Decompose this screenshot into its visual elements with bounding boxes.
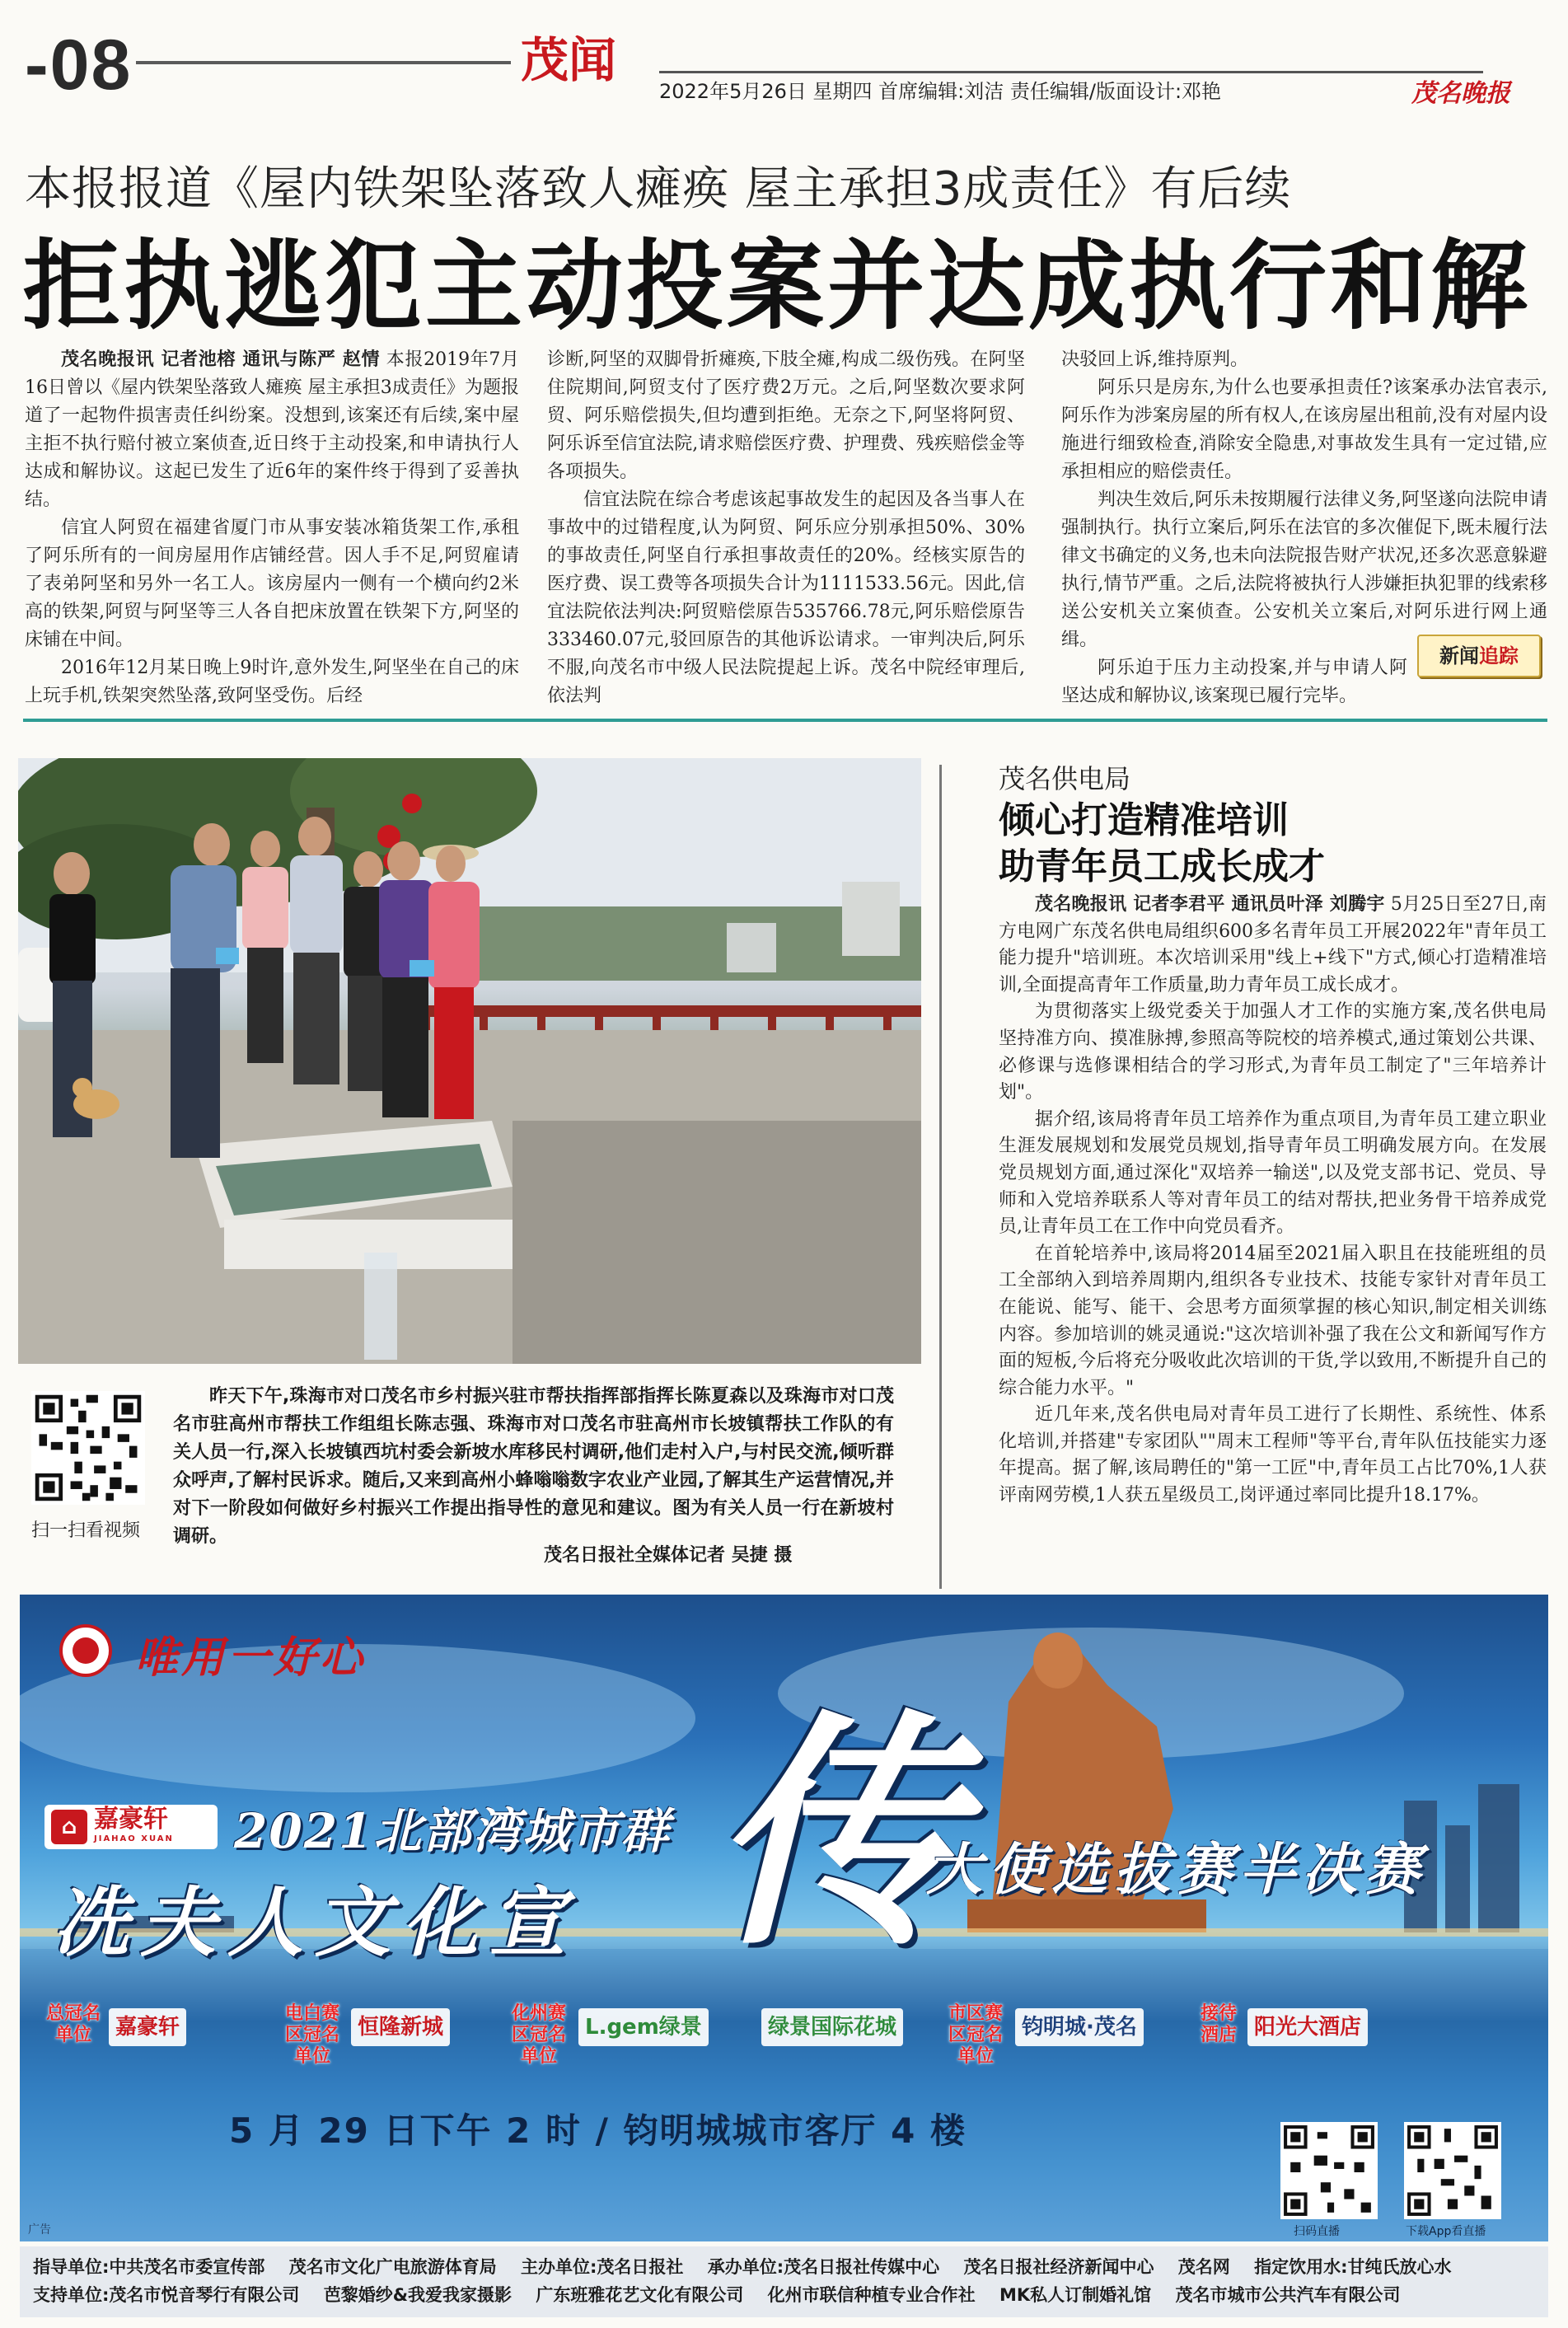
section-divider — [23, 719, 1547, 722]
sponsor-row — [44, 2003, 1528, 2069]
sponsor-label-text: 化州赛区冠名单位 — [511, 2003, 566, 2067]
sponsor-logo: 恒隆新城 — [351, 2008, 450, 2046]
sponsor-label — [279, 2003, 345, 2068]
header-rule — [136, 61, 511, 64]
side-byline: 茂名晚报讯 记者李君平 通讯员叶泽 刘腾宇 — [1035, 894, 1385, 915]
sponsor-label-text: 电白赛区冠名单位 — [284, 2003, 339, 2067]
column-divider — [939, 765, 942, 1589]
lead-paragraph — [25, 346, 519, 514]
sponsor-label — [1198, 2003, 1239, 2046]
footer-item: 茂名市城市公共汽车有限公司 — [1175, 2285, 1401, 2305]
tag-suffix: 追踪 — [1479, 644, 1519, 667]
footer-item: 茂名日报社经济新闻中心 — [963, 2257, 1154, 2277]
photo-credit: 茂名日报社全媒体记者 吴捷 摄 — [544, 1545, 793, 1566]
footer-item: 广东班雅花艺文化有限公司 — [536, 2285, 744, 2305]
ad-disclosure-mark: 广告 — [28, 2223, 51, 2237]
ad-headline-3: 大使选拔赛半决赛 — [926, 1837, 1428, 1903]
sponsor-logo: 钧明城·茂名 — [1015, 2008, 1144, 2046]
ad-brand-badge — [44, 1805, 218, 1849]
side-story-body — [999, 892, 1547, 1510]
ad-headline-1: 2021北部湾城市群 — [234, 1803, 671, 1859]
news-photo — [18, 758, 921, 1364]
lead-paragraph: 信宜法院在综合考虑该起事故发生的起因及各当事人在事故中的过错程度,认为阿贸、阿乐应分别承担50%、30%的事故责任,阿坚自行承担事故责任的20%。经核实原告的医疗费、误工费等各项损失合计为1111533.56元。因此,信宜法院依法判决:阿贸赔偿原告535766.78元,阿乐赔偿原告333460.07元,驳回原告的其他诉讼请求。一审判决后,阿乐不服,向茂名市中级人民法院提起上诉。茂名中院经审理后,依法判 — [547, 489, 1025, 706]
header-info — [659, 71, 1483, 103]
lead-column-2 — [547, 346, 1025, 710]
photo-caption: 昨天下午,珠海市对口茂名市乡村振兴驻市帮扶指挥部指挥长陈夏森以及珠海市对口茂名市驻高州市帮扶工作组组长陈志强、珠海市对口茂名市驻高州市长坡镇帮扶工作队的有关人员一行,深入长坡镇西坑村委会新坡水库移民村调研,他们走村入户,与村民交流,倾听群众呼声,了解村民诉求。随后,又来到高州小蜂嗡嗡数字农业产业园,了解其生产运营情况,并对下一阶段如何做好乡村振兴工作提出指导性的意见和建议。图为有关人员一行在新坡村调研。 — [173, 1386, 894, 1547]
footer-item: 茂名市文化广电旅游体育局 — [288, 2257, 497, 2277]
footer-item: 指导单位:中共茂名市委宣传部 — [33, 2257, 265, 2277]
side-paragraph — [999, 892, 1547, 999]
sponsor-label — [943, 2003, 1009, 2068]
live-stream-qr-code[interactable] — [1280, 2122, 1378, 2219]
header-info-text: 2022年5月26日 星期四 首席编辑:刘洁 责任编辑/版面设计:邓艳 — [659, 80, 1222, 103]
event-date-location: 5 月 29 日下午 2 时 / 钧明城城市客厅 4 楼 — [228, 2110, 967, 2151]
lead-paragraph: 决驳回上诉,维持原判。 — [1061, 349, 1248, 370]
side-paragraph: 在首轮培养中,该局将2014届至2021届入职且在技能班组的员工全部纳入到培养周期内,组织各专业技术、技能专家针对青年员工在能说、能写、能干、会思考方面须掌握的核心知识,制定相关训练内容。参加培训的姚灵通说:"这次培训补强了我在公文和新闻写作方面的短板,今后将充分吸收此次培训的干货,学以致用,不断提升自己的综合能力水平。" — [999, 1243, 1547, 1398]
ad-brand-sub: JIAHAO XUAN — [94, 1834, 174, 1843]
side-paragraph: 据介绍,该局将青年员工培养作为重点项目,为青年员工建立职业生涯发展规划和发展党员规划,指导青年员工明确发展方向。在发展党员规划方面,通过深化"双培养一输送",以及党支部书记、党员、导师和入党培养联系人等对青年员工的结对帮扶,把业务骨干培养成党员,让青年员工在工作中向党员看齐。 — [999, 1108, 1547, 1238]
side-paragraph: 为贯彻落实上级党委关于加强人才工作的实施方案,茂名供电局坚持准方向、摸准脉搏,参照高等院校的培养模式,通过策划公共课、必修课与选修课相结合的学习形式,为青年员工制定了"三年培养计划"。 — [999, 1001, 1547, 1103]
ad-slogan: 唯用一好心 — [135, 1632, 367, 1683]
lead-paragraph: 信宜人阿贸在福建省厦门市从事安装冰箱货架工作,承租了阿乐所有的一间房屋用作店铺经营。因人手不足,阿贸雇请了表弟阿坚和另外一名工人。该房屋内一侧有一个横向约2米高的铁架,阿贸与阿坚等三人各自把床放置在铁架下方,阿坚的床铺在中间。 — [25, 518, 519, 650]
ad-credits-footer — [20, 2246, 1548, 2317]
lead-paragraph: 诊断,阿坚的双脚骨折瘫痪,下肢全瘫,构成二级伤残。在阿坚住院期间,阿贸支付了医疗费2万元。之后,阿坚数次要求阿贸、阿乐赔偿损失,但均遭到拒绝。无奈之下,阿坚将阿贸、阿乐诉至信宜法院,请求赔偿医疗费、护理费、残疾赔偿金等各项损失。 — [547, 349, 1025, 482]
footer-item: 茂名网 — [1177, 2257, 1230, 2277]
ad-logo-mark — [73, 1637, 99, 1664]
side-story-kicker: 茂名供电局 — [999, 763, 1131, 794]
footer-item: MK私人订制婚礼馆 — [999, 2285, 1152, 2305]
brand-icon: ⌂ — [51, 1810, 87, 1844]
lead-headline: 拒执逃犯主动投案并达成执行和解 — [23, 229, 1532, 343]
app-download-qr-code[interactable] — [1404, 2122, 1501, 2219]
sponsor-label — [506, 2003, 572, 2068]
lead-paragraph: 判决生效后,阿乐未按期履行法律义务,阿坚遂向法院申请强制执行。执行立案后,阿乐在法官的多次催促下,既未履行法律文书确定的义务,也未向法院报告财产状况,还多次恶意躲避执行,情节严重。之后,法院将被执行人涉嫌拒执犯罪的线索移送公安机关立案侦查。公安机关立案后,对阿乐进行网上通缉。 — [1061, 489, 1547, 650]
side-story-headline — [999, 798, 1325, 890]
footer-item: 指定饮用水:甘纯氏放心水 — [1254, 2257, 1452, 2277]
news-followup-tag — [1417, 635, 1541, 677]
footer-item: 化州市联信种植专业合作社 — [767, 2285, 976, 2305]
qr-caption: 扫一扫看视频 — [31, 1520, 141, 1541]
photo-illustration — [18, 758, 921, 1364]
tag-prefix: 新闻 — [1439, 644, 1479, 667]
sponsor-logo: 阳光大酒店 — [1247, 2008, 1368, 2046]
ad-headline-2: 冼夫人文化宣 — [53, 1878, 578, 1967]
sponsor-label-text: 接待酒店 — [1200, 2003, 1237, 2045]
lead-paragraph: 阿乐迫于压力主动投案,并与申请人阿坚达成和解协议,该案现已履行完毕。 — [1061, 658, 1407, 706]
sponsor-logo: L.gem绿景 — [578, 2008, 709, 2046]
footer-item: 支持单位:茂名市悦音琴行有限公司 — [33, 2285, 300, 2305]
lead-text: 本报2019年7月16日曾以《屋内铁架坠落致人瘫痪 屋主承担3成责任》为题报道了一起物件损害责任纠纷案。没想到,该案还有后续,案中屋主拒不执行赔付被立案侦查,近日终于主动投案,和申请执行人达成和解协议。这起已发生了近6年的案件终于得到了妥善执结。 — [25, 349, 519, 510]
footer-item: 芭黎婚纱&我爱我家摄影 — [323, 2285, 513, 2305]
sponsor-logo: 绿景国际花城 — [761, 2008, 903, 2046]
ad-brand-name: 嘉豪轩 — [94, 1805, 168, 1834]
ad-big-character: 传 — [712, 1688, 959, 1979]
footer-item: 承办单位:茂名日报社传媒中心 — [707, 2257, 940, 2277]
video-qr-code[interactable] — [31, 1391, 145, 1505]
footer-item: 主办单位:茂名日报社 — [521, 2257, 684, 2277]
footer-line-1 — [33, 2253, 1535, 2281]
lead-byline: 茂名晚报讯 记者池榕 通讯与陈严 赵情 — [61, 349, 381, 370]
side-paragraph: 近几年来,茂名供电局对青年员工进行了长期性、系统性、体系化培训,并搭建"专家团队""周末工程师"等平台,青年队伍技能实力逐年提高。据了解,该局聘任的"第一工匠"中,青年员工占比70%,1人获评南网劳模,1人获五星级员工,岗评通过率同比提升18.17%。 — [999, 1404, 1547, 1506]
qr-label-app: 下载App看直播 — [1406, 2225, 1486, 2238]
lead-paragraph: 阿乐只是房东,为什么也要承担责任?该案承办法官表示,阿乐作为涉案房屋的所有权人,在该房屋出租前,没有对屋内设施进行细致检查,消除安全隐患,对事故发生具有一定过错,应承担相应的赔偿责任。 — [1061, 377, 1547, 482]
event-advertisement[interactable] — [20, 1595, 1548, 2241]
sponsor-label-text: 市区赛区冠名单位 — [948, 2003, 1003, 2067]
lead-paragraph: 2016年12月某日晚上9时许,意外发生,阿坚坐在自己的床上玩手机,铁架突然坠落,致阿坚受伤。后经 — [25, 658, 519, 706]
ad-logo — [59, 1624, 112, 1677]
side-text: 5月25日至27日,南方电网广东茂名供电局组织600多名青年员工开展2022年"青年员工能力提升"培训班。本次培训采用"线上+线下"方式,倾心打造精准培训,全面提高青年工作质量,助力青年员工成长成才。 — [999, 894, 1547, 995]
sponsor-label-text: 总冠名单位 — [45, 2003, 101, 2045]
side-title-line-2: 助青年员工成长成才 — [999, 845, 1325, 888]
footer-line-2 — [33, 2281, 1535, 2309]
section-name: 茂闻 — [521, 32, 617, 88]
sponsor-logo: 嘉豪轩 — [109, 2008, 186, 2046]
page-number: -08 — [25, 26, 133, 105]
newspaper-brand: 茂名晚报 — [1411, 79, 1510, 108]
side-title-line-1: 倾心打造精准培训 — [999, 799, 1289, 841]
lead-column-1 — [25, 346, 519, 710]
lead-kicker: 本报报道《屋内铁架坠落致人瘫痪 屋主承担3成责任》有后续 — [25, 162, 1292, 216]
qr-label-live: 扫码直播 — [1294, 2225, 1340, 2238]
sponsor-label — [44, 2003, 102, 2046]
